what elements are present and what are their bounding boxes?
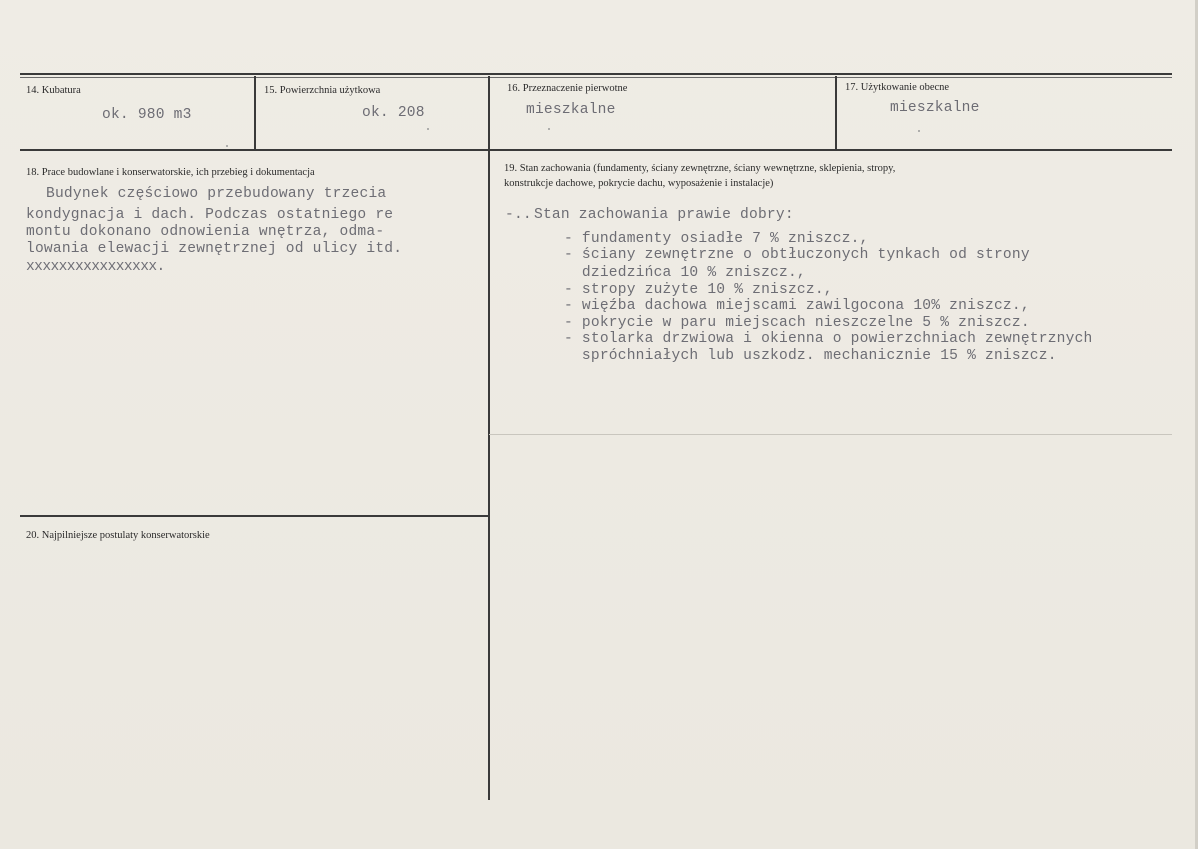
col-divider-2 xyxy=(488,76,490,800)
field-19-line-1: Stan zachowania prawie dobry: xyxy=(534,207,794,223)
field-18-line-3: montu dokonano odnowienia wnętrza, odma- xyxy=(26,224,385,240)
paper-speck xyxy=(226,145,228,147)
field-20-label: 20. Najpilniejsze postulaty konserwatorskie xyxy=(26,530,210,541)
field-18-line-2: kondygnacja i dach. Podczas ostatniego re xyxy=(26,207,394,223)
field-19-lead-fragment: -.. xyxy=(505,207,532,223)
field-19-line-8: - stolarka drzwiowa i okienna o powierzchniach zewnętrznych xyxy=(564,331,1093,347)
field-16-value: mieszkalne xyxy=(526,102,616,118)
field-18-struck-text: xxxxxxxxxxxxxxxx. xyxy=(26,259,165,275)
field-16-label: 16. Przeznaczenie pierwotne xyxy=(507,83,628,94)
field-17-value: mieszkalne xyxy=(890,100,980,116)
field-19-line-4: dziedzińca 10 % zniszcz., xyxy=(564,265,806,281)
top-rule-thin xyxy=(20,77,1172,78)
field-18-label: 18. Prace budowlane i konserwatorskie, ich przebieg i dokumentacja xyxy=(26,167,315,178)
row-divider xyxy=(20,149,1172,151)
field-15-label: 15. Powierzchnia użytkowa xyxy=(264,85,381,96)
field-19-line-5: - stropy zużyte 10 % zniszcz., xyxy=(564,282,833,298)
field-19-line-3: - ściany zewnętrzne o obtłuczonych tynkach od strony xyxy=(564,247,1030,263)
col-divider-3 xyxy=(835,76,837,150)
field-19-line-2: - fundamenty osiadłe 7 % zniszcz., xyxy=(564,231,869,247)
field-15-value: ok. 208 xyxy=(362,105,425,121)
field-19-label-line-2: konstrukcje dachowe, pokrycie dachu, wyposażenie i instalacje) xyxy=(504,178,774,189)
field-14-label: 14. Kubatura xyxy=(26,85,81,96)
field-18-line-1: Budynek częściowo przebudowany trzecia xyxy=(46,186,387,202)
field-17-label: 17. Użytkowanie obecne xyxy=(845,82,950,93)
field-19-line-6: - więźba dachowa miejscami zawilgocona 10% zniszcz., xyxy=(564,298,1030,314)
top-rule xyxy=(20,73,1172,75)
field-14-value: ok. 980 m3 xyxy=(102,107,192,123)
col-divider-1 xyxy=(254,76,256,150)
paper-speck xyxy=(548,128,550,130)
field-19-label-line-1: 19. Stan zachowania (fundamenty, ściany zewnętrzne, ściany wewnętrzne, sklepienia, stropy, xyxy=(504,163,896,174)
field-18-line-4: lowania elewacji zewnętrznej od ulicy itd. xyxy=(26,241,403,257)
section-divider-left xyxy=(20,515,489,517)
paper-speck xyxy=(918,130,920,132)
field-19-line-9: spróchniałych lub uszkodz. mechanicznie 15 % zniszcz. xyxy=(564,348,1057,364)
field-19-line-7: - pokrycie w paru miejscach nieszczelne 5 % zniszcz. xyxy=(564,315,1030,331)
faint-rule-right xyxy=(489,434,1172,435)
paper-speck xyxy=(427,128,429,130)
